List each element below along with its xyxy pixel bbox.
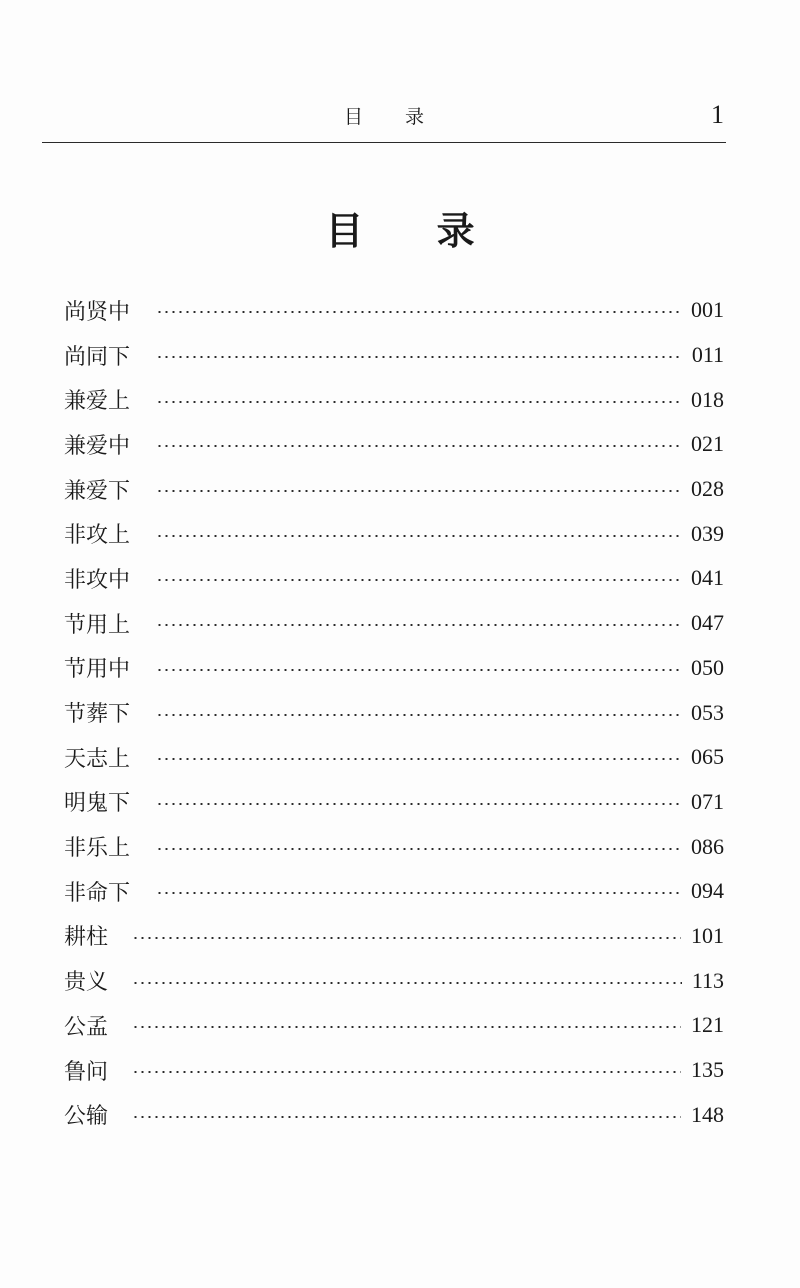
- toc-entry-title: 明鬼下: [64, 791, 131, 817]
- page-number: 1: [711, 100, 724, 129]
- toc-entry-page-number: 094: [691, 878, 724, 904]
- toc-entry-page-number: 011: [691, 342, 724, 368]
- toc-entry[interactable]: [64, 1048, 724, 1093]
- toc-entry[interactable]: [64, 601, 724, 646]
- dot-leader: [156, 356, 682, 358]
- toc-entry-title: 耕柱: [64, 925, 109, 951]
- toc-entry-page-number: 001: [691, 297, 724, 323]
- dot-leader: [156, 401, 681, 403]
- dot-leader: [132, 982, 682, 984]
- toc-entry-page-number: 041: [691, 565, 724, 591]
- toc-heading: 目 录: [325, 209, 505, 253]
- toc-entry[interactable]: [64, 824, 724, 869]
- toc-entry-title: 节用上: [64, 612, 131, 638]
- toc-entry-page-number: 086: [691, 833, 724, 859]
- toc-entry-page-number: 053: [691, 699, 724, 725]
- toc-entry[interactable]: [64, 780, 724, 825]
- dot-leader: [156, 445, 681, 447]
- toc-entry-title: 尚同下: [64, 344, 131, 370]
- toc-entry[interactable]: [64, 377, 724, 422]
- toc-entry-page-number: 135: [691, 1057, 724, 1083]
- toc-entry[interactable]: [64, 958, 724, 1003]
- dot-leader: [156, 535, 681, 537]
- toc-entry-page-number: 047: [691, 610, 724, 636]
- toc-entry[interactable]: [64, 690, 724, 735]
- dot-leader: [156, 490, 681, 492]
- toc-entry[interactable]: [64, 1092, 724, 1137]
- dot-leader: [156, 624, 681, 626]
- toc-entry-title: 公孟: [64, 1014, 109, 1040]
- toc-entry-page-number: 071: [691, 788, 724, 814]
- dot-leader: [132, 1026, 681, 1028]
- toc-entry-title: 兼爱下: [64, 478, 131, 504]
- toc-entry-title: 鲁问: [64, 1059, 109, 1085]
- toc-entry-title: 兼爱中: [64, 433, 131, 459]
- toc-entry[interactable]: [64, 914, 724, 959]
- toc-entry-page-number: 121: [691, 1012, 724, 1038]
- running-header: [42, 98, 726, 143]
- dot-leader: [156, 848, 681, 850]
- dot-leader: [132, 937, 681, 939]
- toc-entry-title: 贵义: [64, 970, 109, 996]
- dot-leader: [156, 311, 681, 313]
- toc-entry-page-number: 148: [691, 1101, 724, 1127]
- toc-entry-page-number: 113: [691, 967, 724, 993]
- toc-entry-page-number: 039: [691, 520, 724, 546]
- dot-leader: [156, 803, 681, 805]
- toc-entry[interactable]: [64, 646, 724, 691]
- toc-entry-title: 公输: [64, 1104, 109, 1130]
- toc-entry[interactable]: [64, 333, 724, 378]
- toc-entry-page-number: 028: [691, 476, 724, 502]
- toc-entry-page-number: 018: [691, 386, 724, 412]
- toc-entry[interactable]: [64, 288, 724, 333]
- toc-entry-title: 尚贤中: [64, 299, 131, 325]
- toc-entry[interactable]: [64, 467, 724, 512]
- toc-entry-title: 兼爱上: [64, 389, 131, 415]
- toc-entry-page-number: 101: [691, 922, 724, 948]
- dot-leader: [156, 758, 681, 760]
- toc-entry[interactable]: [64, 556, 724, 601]
- toc-entry[interactable]: [64, 869, 724, 914]
- toc-entry-title: 非攻中: [64, 567, 131, 593]
- dot-leader: [132, 1116, 681, 1118]
- dot-leader: [156, 714, 681, 716]
- table-of-contents: [64, 288, 724, 1137]
- toc-entry-page-number: 050: [691, 654, 724, 680]
- running-header-title: 目 录: [343, 106, 443, 128]
- toc-entry-title: 节葬下: [64, 702, 131, 728]
- toc-entry[interactable]: [64, 1003, 724, 1048]
- toc-entry-page-number: 021: [691, 431, 724, 457]
- toc-entry-page-number: 065: [691, 744, 724, 770]
- toc-entry-title: 非攻上: [64, 523, 131, 549]
- dot-leader: [156, 579, 681, 581]
- toc-entry-title: 非命下: [64, 880, 131, 906]
- dot-leader: [156, 892, 681, 894]
- toc-entry-title: 节用中: [64, 657, 131, 683]
- toc-entry-title: 天志上: [64, 746, 131, 772]
- dot-leader: [132, 1071, 681, 1073]
- dot-leader: [156, 669, 681, 671]
- toc-entry[interactable]: [64, 511, 724, 556]
- toc-entry[interactable]: [64, 735, 724, 780]
- toc-entry-title: 非乐上: [64, 836, 131, 862]
- toc-entry[interactable]: [64, 422, 724, 467]
